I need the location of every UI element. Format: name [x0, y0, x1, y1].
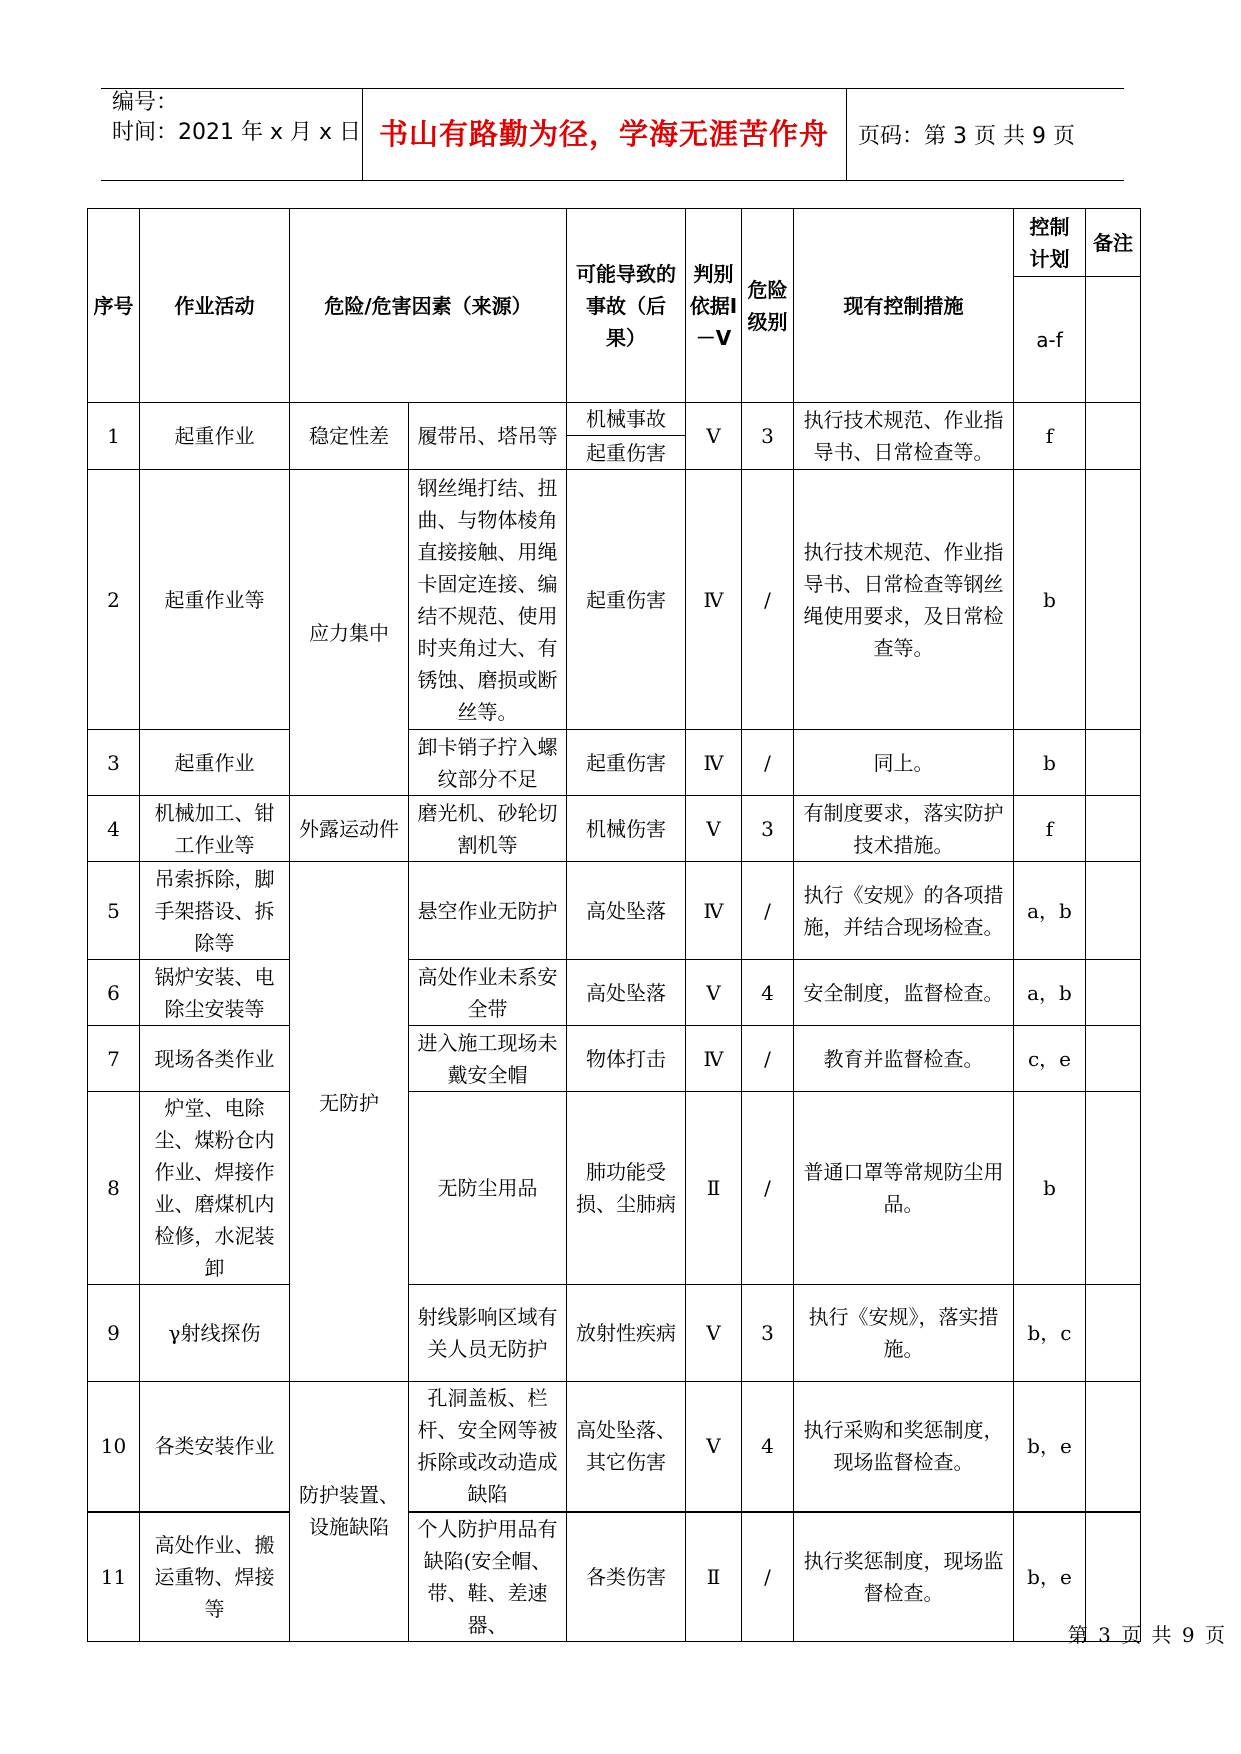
cell-category: 稳定性差: [290, 403, 409, 470]
cell-source: 钢丝绳打结、扭曲、与物体棱角直接接触、用绳卡固定连接、编结不规范、使用时夹角过大、有锈蚀、磨损或断丝等。: [409, 470, 567, 730]
cell-level: /: [742, 470, 794, 730]
cell-measures: 安全制度，监督检查。: [794, 960, 1014, 1026]
cell-category: 外露运动件: [290, 796, 409, 862]
cell-seq: 6: [88, 960, 140, 1026]
cell-activity: 锅炉安装、电除尘安装等: [140, 960, 290, 1026]
table-row: [88, 1026, 1141, 1092]
cell-basis: Ⅳ: [686, 862, 742, 960]
hazard-table: [87, 208, 1141, 1642]
cell-accident: 高处坠落、其它伤害: [567, 1382, 686, 1512]
cell-seq: 3: [88, 730, 140, 796]
header-plan: 控制计划: [1014, 209, 1086, 277]
cell-level: 3: [742, 1285, 794, 1382]
cell-basis: Ⅴ: [686, 403, 742, 470]
table-row: [88, 1512, 1141, 1642]
cell-activity: 起重作业: [140, 730, 290, 796]
cell-accident: 各类伤害: [567, 1512, 686, 1642]
footer-page-number: 第 3 页 共 9 页: [1067, 1623, 1227, 1647]
cell-seq: 5: [88, 862, 140, 960]
cell-seq: 4: [88, 796, 140, 862]
header-meta: [112, 88, 361, 148]
header-plan-sub: a-f: [1014, 277, 1086, 403]
cell-seq: 10: [88, 1382, 140, 1512]
cell-remark: [1086, 796, 1141, 862]
cell-plan: b，e: [1014, 1512, 1086, 1642]
cell-level: /: [742, 862, 794, 960]
cell-level: 4: [742, 1382, 794, 1512]
header-seq: 序号: [88, 209, 140, 403]
cell-plan: a，b: [1014, 862, 1086, 960]
cell-seq: 9: [88, 1285, 140, 1382]
cell-basis: Ⅱ: [686, 1512, 742, 1642]
cell-accident: 起重伤害: [567, 470, 686, 730]
cell-source: 磨光机、砂轮切割机等: [409, 796, 567, 862]
cell-measures: 执行奖惩制度，现场监督检查。: [794, 1512, 1014, 1642]
cell-remark: [1086, 470, 1141, 730]
table-row: [88, 862, 1141, 960]
cell-level: /: [742, 1512, 794, 1642]
cell-source: 孔洞盖板、栏杆、安全网等被拆除或改动造成缺陷: [409, 1382, 567, 1512]
cell-source: 进入施工现场未戴安全帽: [409, 1026, 567, 1092]
cell-remark: [1086, 862, 1141, 960]
header-accident: 可能导致的事故（后果）: [567, 209, 686, 403]
cell-activity: 起重作业: [140, 403, 290, 470]
cell-remark: [1086, 1285, 1141, 1382]
cell-activity: 起重作业等: [140, 470, 290, 730]
cell-source: 个人防护用品有缺陷(安全帽、带、鞋、差速器、: [409, 1512, 567, 1642]
cell-activity: 炉堂、电除尘、煤粉仓内作业、焊接作业、磨煤机内检修，水泥装卸: [140, 1092, 290, 1285]
cell-activity: 机械加工、钳工作业等: [140, 796, 290, 862]
cell-measures: 执行《安规》，落实措施。: [794, 1285, 1014, 1382]
cell-level: 3: [742, 403, 794, 470]
cell-source: 悬空作业无防护: [409, 862, 567, 960]
cell-accident: 起重伤害: [567, 730, 686, 796]
cell-remark: [1086, 730, 1141, 796]
cell-category: [290, 862, 409, 1382]
header-page-label: 页码：第 3 页 共 9 页: [858, 124, 1075, 149]
cell-seq: 1: [88, 403, 140, 470]
header-hazard: 危险/危害因素（来源）: [290, 209, 567, 403]
cell-measures: 执行技术规范、作业指导书、日常检查等。: [794, 403, 1014, 470]
cell-accident: 物体打击: [567, 1026, 686, 1092]
cell-accident: 高处坠落: [567, 960, 686, 1026]
time-label: 时间：2021 年 x 月 x 日: [112, 120, 361, 145]
cell-plan: b: [1014, 730, 1086, 796]
table-row: [88, 730, 1141, 796]
cell-seq: 2: [88, 470, 140, 730]
cell-remark: [1086, 403, 1141, 470]
cell-accident: 机械伤害: [567, 796, 686, 862]
header-remark-sub: [1086, 277, 1141, 403]
cell-basis: Ⅴ: [686, 1285, 742, 1382]
cell-activity: 吊索拆除，脚手架搭设、拆除等: [140, 862, 290, 960]
table-row: [88, 1382, 1141, 1512]
cell-remark: [1086, 1092, 1141, 1285]
cell-measures: 同上。: [794, 730, 1014, 796]
cell-measures: 执行采购和奖惩制度，现场监督检查。: [794, 1382, 1014, 1512]
cell-measures: 普通口罩等常规防尘用品。: [794, 1092, 1014, 1285]
cell-measures: 执行技术规范、作业指导书、日常检查等钢丝绳使用要求，及日常检查等。: [794, 470, 1014, 730]
cell-basis: Ⅴ: [686, 796, 742, 862]
cell-measures: 有制度要求，落实防护技术措施。: [794, 796, 1014, 862]
cell-source: 高处作业未系安全带: [409, 960, 567, 1026]
cell-basis: Ⅳ: [686, 1026, 742, 1092]
table-row: [88, 1092, 1141, 1285]
table-row: [88, 960, 1141, 1026]
cell-remark: [1086, 960, 1141, 1026]
header-motto: 书山有路勤为径，学海无涯苦作舟: [378, 117, 829, 151]
cell-seq: 11: [88, 1512, 140, 1642]
cell-category: 防护装置、设施缺陷: [290, 1382, 409, 1642]
cell-remark: [1086, 1382, 1141, 1512]
cell-plan: a，b: [1014, 960, 1086, 1026]
cell-accident: 放射性疾病: [567, 1285, 686, 1382]
table-header-row: [88, 209, 1141, 277]
header-measures: 现有控制措施: [794, 209, 1014, 403]
header-activity: 作业活动: [140, 209, 290, 403]
cell-activity: 各类安装作业: [140, 1382, 290, 1512]
cell-seq: 8: [88, 1092, 140, 1285]
table-row: [88, 796, 1141, 862]
cell-category: 应力集中: [290, 470, 409, 796]
code-label: 编号：: [112, 90, 179, 115]
cell-accident: 机械事故: [567, 403, 686, 436]
cell-plan: f: [1014, 796, 1086, 862]
cell-measures: 教育并监督检查。: [794, 1026, 1014, 1092]
cell-accident: 高处坠落: [567, 862, 686, 960]
cell-source: 履带吊、塔吊等: [409, 403, 567, 470]
cell-source: 无防尘用品: [409, 1092, 567, 1285]
cell-plan: f: [1014, 403, 1086, 470]
cell-activity: 现场各类作业: [140, 1026, 290, 1092]
header-basis: 判别依据Ⅰ－Ⅴ: [686, 209, 742, 403]
cell-basis: Ⅳ: [686, 730, 742, 796]
cell-plan: b，e: [1014, 1382, 1086, 1512]
cell-category-text: 无防护: [319, 1091, 379, 1115]
cell-source: 卸卡销子拧入螺纹部分不足: [409, 730, 567, 796]
cell-plan: b: [1014, 1092, 1086, 1285]
cell-seq: 7: [88, 1026, 140, 1092]
cell-level: /: [742, 1026, 794, 1092]
table-row: [88, 470, 1141, 730]
cell-level: 3: [742, 796, 794, 862]
cell-accident: 起重伤害: [567, 436, 686, 470]
cell-plan: c，e: [1014, 1026, 1086, 1092]
header-divider-right: [846, 88, 847, 180]
cell-basis: Ⅱ: [686, 1092, 742, 1285]
table-row: [88, 1285, 1141, 1382]
cell-activity: γ射线探伤: [140, 1285, 290, 1382]
cell-basis: Ⅴ: [686, 1382, 742, 1512]
cell-activity: 高处作业、搬运重物、焊接等: [140, 1512, 290, 1642]
cell-basis: Ⅳ: [686, 470, 742, 730]
header-bottom-rule: [101, 180, 1124, 181]
cell-plan: b，c: [1014, 1285, 1086, 1382]
cell-remark: [1086, 1026, 1141, 1092]
cell-accident: 肺功能受损、尘肺病: [567, 1092, 686, 1285]
cell-level: /: [742, 730, 794, 796]
header-level: 危险级别: [742, 209, 794, 403]
table-row: [88, 403, 1141, 436]
cell-source: 射线影响区域有关人员无防护: [409, 1285, 567, 1382]
header-remark: 备注: [1086, 209, 1141, 277]
cell-level: /: [742, 1092, 794, 1285]
cell-basis: Ⅴ: [686, 960, 742, 1026]
cell-measures: 执行《安规》的各项措施，并结合现场检查。: [794, 862, 1014, 960]
cell-level: 4: [742, 960, 794, 1026]
cell-plan: b: [1014, 470, 1086, 730]
